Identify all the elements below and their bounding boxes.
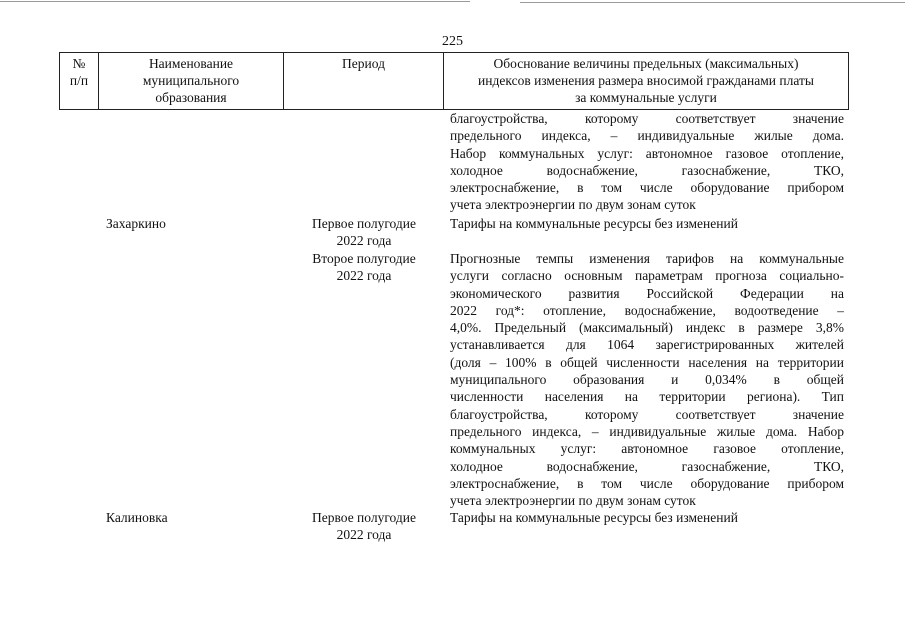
period-cell xyxy=(298,509,430,543)
text-line: благоустройства, которому соответствует значение xyxy=(450,111,844,126)
scan-edge-line xyxy=(520,2,905,3)
justification-text: Тарифы на коммунальные ресурсы без изменений xyxy=(450,216,738,231)
text-line: холодное водоснабжение, газоснабжение, ТКО, xyxy=(450,458,844,474)
period-line: 2022 года xyxy=(336,527,392,542)
header-municipality-line: образования xyxy=(155,90,227,105)
text-line: экономического развития Российской Федерации на xyxy=(450,285,844,301)
period-line: 2022 года xyxy=(336,233,392,248)
period-line: 2022 года xyxy=(336,268,392,283)
header-number-line: п/п xyxy=(69,73,89,88)
period-line: Первое полугодие xyxy=(312,216,416,231)
scan-edge-line xyxy=(0,1,470,2)
header-justification-line: Обоснование величины предельных (максимальных) xyxy=(493,56,799,71)
text-line: электроснабжение, в том числе оборудование прибором xyxy=(450,180,844,196)
text-line: учета электроэнергии по двум зонам суток xyxy=(450,197,696,213)
header-municipality-line: муниципального xyxy=(142,73,240,88)
municipality-name: Калиновка xyxy=(106,510,168,525)
text-line: (доля – 100% в общей численности населения на территории xyxy=(450,354,844,370)
period-line: Первое полугодие xyxy=(312,510,416,525)
header-municipality-line: Наименование xyxy=(148,56,234,71)
text-line: электроснабжение, в том числе оборудование прибором xyxy=(450,475,844,491)
table-header xyxy=(59,52,849,110)
text-line: предельного индекса, – индивидуальные жилые дома. Набор xyxy=(450,423,844,439)
header-justification xyxy=(444,53,848,109)
text-line: 4,0%. Предельный (максимальный) индекс в размере 3,8% xyxy=(450,320,844,336)
text-line: учета электроэнергии по двум зонам суток xyxy=(450,493,696,509)
municipality-name: Захаркино xyxy=(106,216,166,231)
text-line: услуги согласно основным параметрам прогноза социально- xyxy=(450,268,844,284)
text-line: численности населения на территории региона). Тип xyxy=(450,389,844,405)
text-line: холодное водоснабжение, газоснабжение, ТКО, xyxy=(450,162,844,178)
header-justification-line: за коммунальные услуги xyxy=(575,90,717,105)
header-period xyxy=(284,53,444,109)
header-number xyxy=(60,53,99,109)
text-line: Прогнозные темпы изменения тарифов на коммунальные xyxy=(450,251,844,266)
text-line: коммунальных услуг: автономное газовое отопление, xyxy=(450,441,844,457)
page-number: 225 xyxy=(442,34,463,49)
text-line: благоустройства, которому соответствует значение xyxy=(450,406,844,422)
text-line: предельного индекса, – индивидуальные жилые дома. xyxy=(450,128,844,144)
justification-text xyxy=(450,250,844,509)
header-justification-line: индексов изменения размера вносимой гражданами платы xyxy=(478,73,814,88)
text-line: 2022 год*: отопление, водоснабжение, водоотведение – xyxy=(450,302,844,318)
period-line: Второе полугодие xyxy=(312,251,416,266)
text-line: устанавливается для 1064 зарегистрированных жителей xyxy=(450,337,844,353)
header-number-line: № xyxy=(72,56,86,71)
header-period-label: Период xyxy=(342,56,385,71)
justification-text: Тарифы на коммунальные ресурсы без изменений xyxy=(450,510,738,525)
period-cell xyxy=(298,250,430,284)
continuation-text xyxy=(450,110,844,214)
header-municipality xyxy=(99,53,284,109)
period-cell xyxy=(298,215,430,249)
text-line: муниципального образования и 0,034% в общей xyxy=(450,372,844,388)
text-line: Набор коммунальных услуг: автономное газовое отопление, xyxy=(450,145,844,161)
